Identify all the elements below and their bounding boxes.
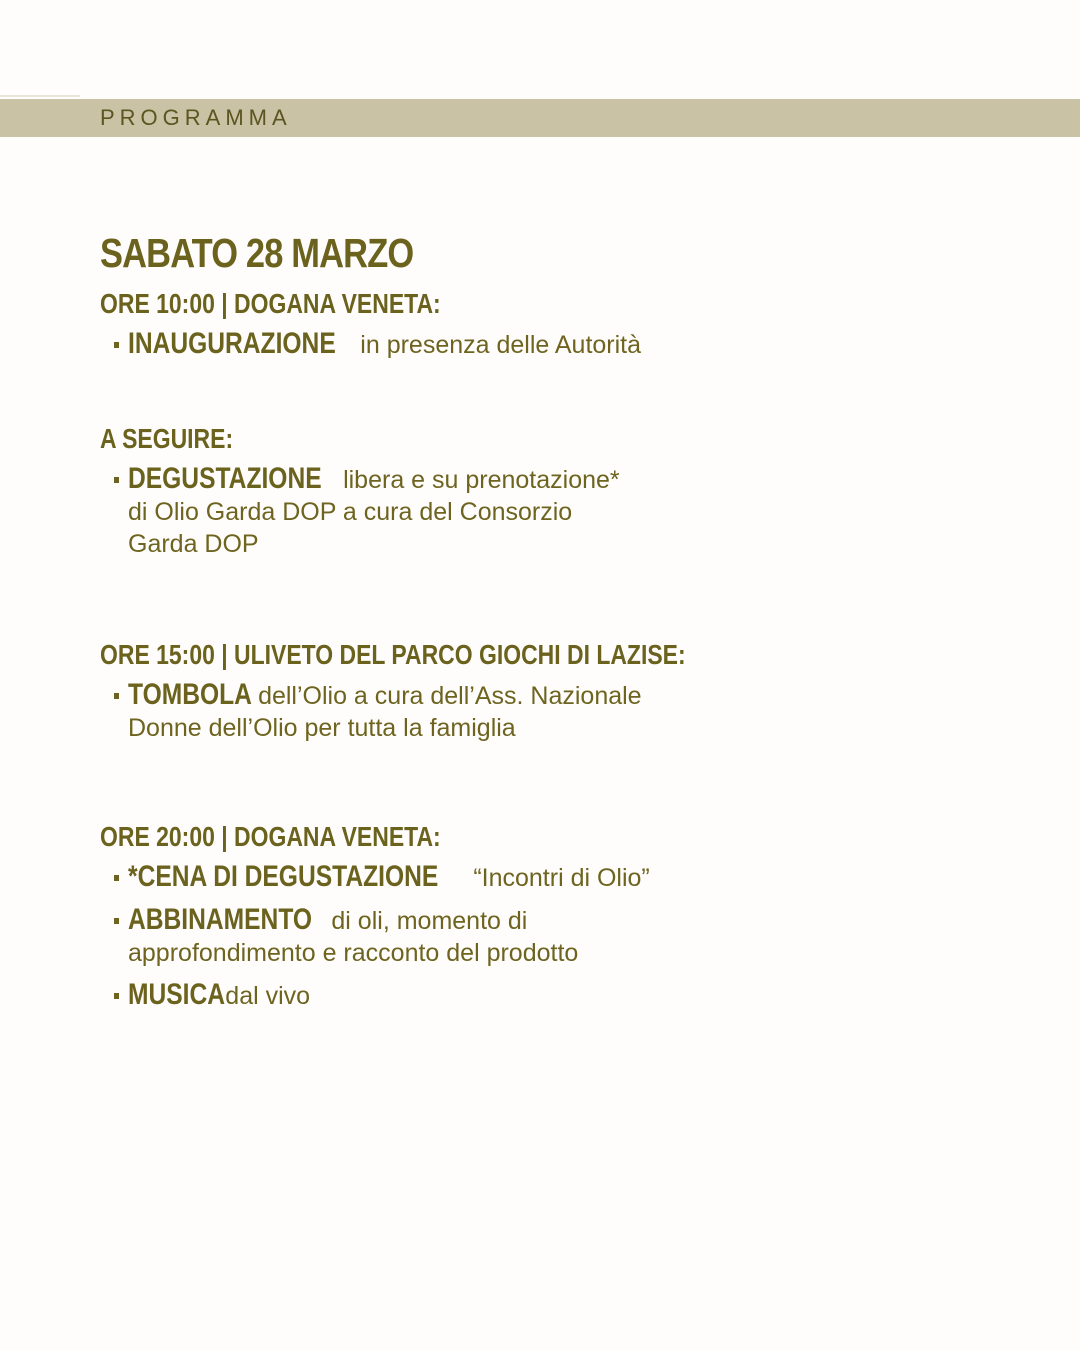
item-text: di oli, momento di [331,907,528,935]
item-text-line2: Donne dell’Olio per tutta la famiglia [128,714,516,742]
bullet-icon [114,875,119,881]
section-3 [100,637,814,744]
banner-label: PROGRAMMA [100,105,292,130]
bullet-icon [114,993,119,999]
program-content [100,228,1000,1011]
section-heading: ORE 10:00 | DOGANA VENETA: [100,288,441,319]
item-keyword: DEGUSTAZIONE [128,462,322,495]
section-4 [100,819,650,1012]
bullet-icon [114,342,119,348]
programma-banner [0,99,1080,137]
item-keyword: *CENA DI DEGUSTAZIONE [128,860,439,893]
item-keyword: MUSICA [128,978,226,1011]
section-heading: ORE 20:00 | DOGANA VENETA: [100,821,441,852]
section-heading: A SEGUIRE: [100,423,234,454]
bullet-icon [114,918,119,924]
item-text: “Incontri di Olio” [473,864,650,892]
list-item [100,904,650,969]
section-2 [100,421,620,560]
item-text: dell’Olio a cura dell’Ass. Nazionale [258,682,642,710]
list-item [100,979,650,1012]
bullet-icon [114,693,119,699]
list-item [100,463,620,560]
day-title: SABATO 28 MARZO [100,230,414,276]
item-text-line2: di Olio Garda DOP a cura del Consorzio [128,498,573,526]
top-divider [0,95,80,97]
item-text: libera e su prenotazione* [343,466,620,494]
list-item [100,679,814,744]
item-text: in presenza delle Autorità [360,331,642,359]
item-text: dal vivo [225,982,311,1010]
list-item [100,328,641,361]
item-keyword: INAUGURAZIONE [128,327,336,360]
bullet-icon [114,477,119,483]
list-item [100,861,650,894]
section-heading: ORE 15:00 | ULIVETO DEL PARCO GIOCHI DI LAZISE: [100,639,686,670]
item-text-line2: approfondimento e racconto del prodotto [128,939,579,967]
item-text-line3: Garda DOP [128,530,259,558]
item-keyword: TOMBOLA [128,678,252,711]
section-1 [100,286,641,361]
item-keyword: ABBINAMENTO [128,903,313,936]
